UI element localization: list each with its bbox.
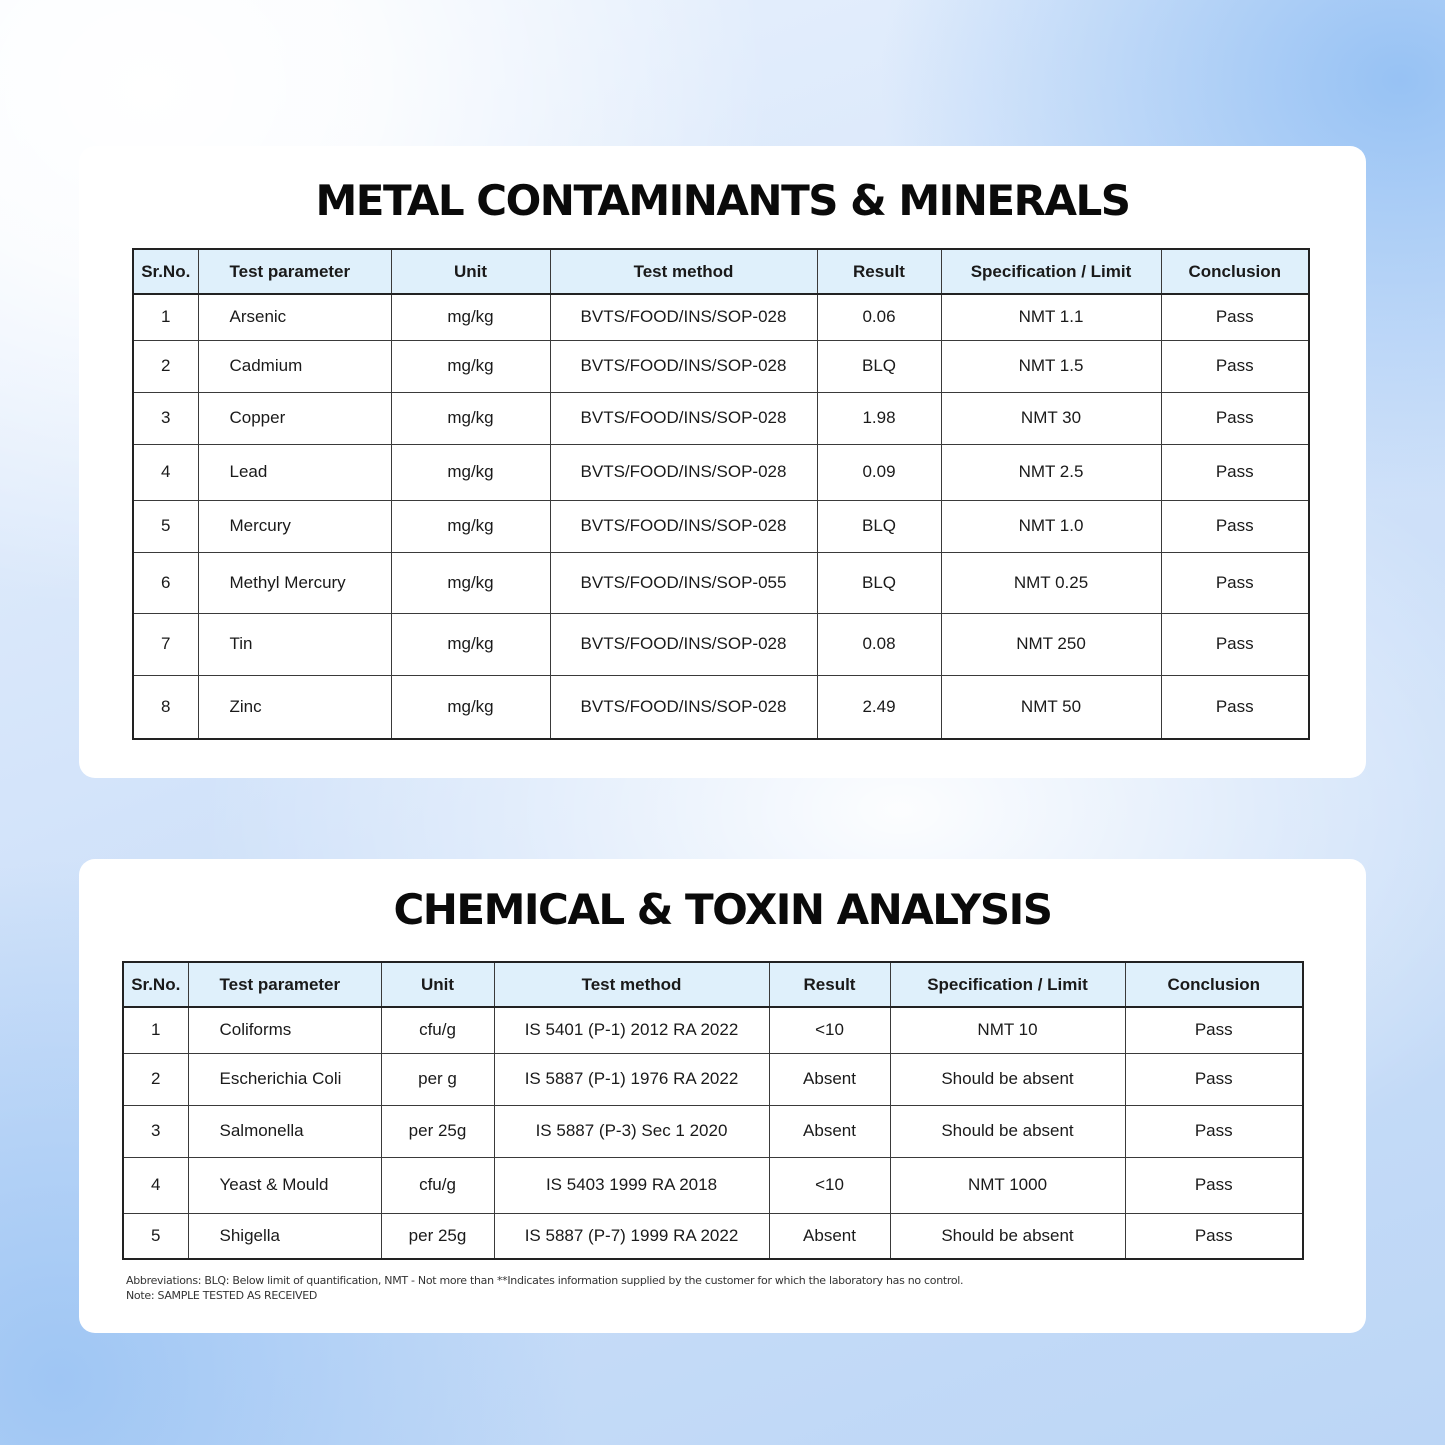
chemical-toxin-card xyxy=(79,859,1366,1333)
cell-unit: mg/kg xyxy=(391,613,550,675)
cell-test-parameter: Tin xyxy=(198,613,391,675)
cell-test-method: BVTS/FOOD/INS/SOP-028 xyxy=(550,294,817,340)
header-test-parameter: Test parameter xyxy=(188,962,381,1007)
cell-test-parameter: Cadmium xyxy=(198,340,391,392)
cell-test-method: IS 5887 (P-7) 1999 RA 2022 xyxy=(494,1213,769,1259)
cell-unit: mg/kg xyxy=(391,294,550,340)
cell-conclusion: Pass xyxy=(1161,552,1309,613)
cell-unit: per 25g xyxy=(381,1105,494,1157)
cell-conclusion: Pass xyxy=(1161,500,1309,552)
cell-result: 1.98 xyxy=(817,392,941,444)
cell-test-parameter: Arsenic xyxy=(198,294,391,340)
cell-specification: Should be absent xyxy=(890,1105,1125,1157)
table-row xyxy=(133,552,1309,613)
cell-test-parameter: Mercury xyxy=(198,500,391,552)
table-row xyxy=(133,500,1309,552)
cell-conclusion: Pass xyxy=(1161,340,1309,392)
cell-sr-no: 1 xyxy=(133,294,198,340)
header-sr-no: Sr.No. xyxy=(133,249,198,294)
cell-specification: NMT 10 xyxy=(890,1007,1125,1053)
metals-header-row xyxy=(133,249,1309,294)
cell-specification: NMT 30 xyxy=(941,392,1161,444)
cell-sr-no: 4 xyxy=(133,444,198,500)
cell-sr-no: 3 xyxy=(133,392,198,444)
cell-test-method: IS 5401 (P-1) 2012 RA 2022 xyxy=(494,1007,769,1053)
cell-test-parameter: Methyl Mercury xyxy=(198,552,391,613)
abbreviations-footnote: Abbreviations: BLQ: Below limit of quantification, NMT - Not more than **Indicates information supplied by the customer for which the laboratory has no control. xyxy=(126,1274,964,1287)
cell-sr-no: 1 xyxy=(123,1007,188,1053)
cell-test-parameter: Coliforms xyxy=(188,1007,381,1053)
cell-conclusion: Pass xyxy=(1161,392,1309,444)
cell-test-method: BVTS/FOOD/INS/SOP-028 xyxy=(550,613,817,675)
header-unit: Unit xyxy=(381,962,494,1007)
cell-specification: Should be absent xyxy=(890,1213,1125,1259)
header-result: Result xyxy=(817,249,941,294)
cell-sr-no: 2 xyxy=(133,340,198,392)
metal-contaminants-card xyxy=(79,146,1366,778)
cell-unit: mg/kg xyxy=(391,500,550,552)
cell-conclusion: Pass xyxy=(1161,444,1309,500)
cell-conclusion: Pass xyxy=(1125,1007,1303,1053)
cell-sr-no: 8 xyxy=(133,675,198,739)
cell-test-method: BVTS/FOOD/INS/SOP-028 xyxy=(550,444,817,500)
cell-unit: per g xyxy=(381,1053,494,1105)
cell-unit: cfu/g xyxy=(381,1157,494,1213)
cell-result: 0.08 xyxy=(817,613,941,675)
header-test-method: Test method xyxy=(550,249,817,294)
header-conclusion: Conclusion xyxy=(1125,962,1303,1007)
cell-unit: mg/kg xyxy=(391,392,550,444)
cell-unit: mg/kg xyxy=(391,675,550,739)
cell-result: Absent xyxy=(769,1105,890,1157)
cell-sr-no: 2 xyxy=(123,1053,188,1105)
cell-result: BLQ xyxy=(817,340,941,392)
cell-sr-no: 5 xyxy=(133,500,198,552)
cell-test-method: BVTS/FOOD/INS/SOP-028 xyxy=(550,500,817,552)
cell-test-parameter: Copper xyxy=(198,392,391,444)
cell-sr-no: 5 xyxy=(123,1213,188,1259)
cell-result: <10 xyxy=(769,1157,890,1213)
cell-conclusion: Pass xyxy=(1161,675,1309,739)
cell-result: BLQ xyxy=(817,552,941,613)
table-row xyxy=(123,1105,1303,1157)
cell-specification: NMT 0.25 xyxy=(941,552,1161,613)
cell-unit: mg/kg xyxy=(391,340,550,392)
chemical-table xyxy=(122,961,1304,1260)
cell-specification: NMT 1000 xyxy=(890,1157,1125,1213)
table-row xyxy=(133,392,1309,444)
cell-unit: mg/kg xyxy=(391,444,550,500)
cell-test-parameter: Yeast & Mould xyxy=(188,1157,381,1213)
cell-specification: NMT 1.0 xyxy=(941,500,1161,552)
cell-test-method: BVTS/FOOD/INS/SOP-028 xyxy=(550,340,817,392)
table-row xyxy=(133,613,1309,675)
table-row xyxy=(123,1157,1303,1213)
cell-test-parameter: Escherichia Coli xyxy=(188,1053,381,1105)
table-row xyxy=(133,340,1309,392)
cell-specification: NMT 250 xyxy=(941,613,1161,675)
table-row xyxy=(123,1007,1303,1053)
cell-test-parameter: Shigella xyxy=(188,1213,381,1259)
cell-sr-no: 7 xyxy=(133,613,198,675)
cell-conclusion: Pass xyxy=(1161,613,1309,675)
cell-result: 0.09 xyxy=(817,444,941,500)
cell-conclusion: Pass xyxy=(1125,1105,1303,1157)
cell-result: Absent xyxy=(769,1213,890,1259)
cell-conclusion: Pass xyxy=(1125,1157,1303,1213)
table-row xyxy=(123,1053,1303,1105)
cell-conclusion: Pass xyxy=(1125,1053,1303,1105)
cell-specification: Should be absent xyxy=(890,1053,1125,1105)
cell-test-method: IS 5887 (P-1) 1976 RA 2022 xyxy=(494,1053,769,1105)
cell-conclusion: Pass xyxy=(1161,294,1309,340)
cell-sr-no: 6 xyxy=(133,552,198,613)
header-test-method: Test method xyxy=(494,962,769,1007)
table-row xyxy=(133,675,1309,739)
chemical-header-row xyxy=(123,962,1303,1007)
cell-sr-no: 4 xyxy=(123,1157,188,1213)
cell-test-method: IS 5403 1999 RA 2018 xyxy=(494,1157,769,1213)
cell-test-parameter: Zinc xyxy=(198,675,391,739)
note-footnote: Note: SAMPLE TESTED AS RECEIVED xyxy=(126,1289,318,1302)
header-sr-no: Sr.No. xyxy=(123,962,188,1007)
cell-specification: NMT 2.5 xyxy=(941,444,1161,500)
cell-unit: cfu/g xyxy=(381,1007,494,1053)
cell-sr-no: 3 xyxy=(123,1105,188,1157)
metals-title: METAL CONTAMINANTS & MINERALS xyxy=(315,176,1130,225)
cell-result: 2.49 xyxy=(817,675,941,739)
table-row xyxy=(133,444,1309,500)
cell-test-method: BVTS/FOOD/INS/SOP-028 xyxy=(550,675,817,739)
cell-conclusion: Pass xyxy=(1125,1213,1303,1259)
header-test-parameter: Test parameter xyxy=(198,249,391,294)
header-result: Result xyxy=(769,962,890,1007)
cell-test-method: BVTS/FOOD/INS/SOP-028 xyxy=(550,392,817,444)
cell-test-method: BVTS/FOOD/INS/SOP-055 xyxy=(550,552,817,613)
cell-test-parameter: Lead xyxy=(198,444,391,500)
cell-test-parameter: Salmonella xyxy=(188,1105,381,1157)
cell-specification: NMT 50 xyxy=(941,675,1161,739)
header-specification: Specification / Limit xyxy=(941,249,1161,294)
cell-specification: NMT 1.5 xyxy=(941,340,1161,392)
header-unit: Unit xyxy=(391,249,550,294)
table-row xyxy=(123,1213,1303,1259)
cell-unit: per 25g xyxy=(381,1213,494,1259)
cell-test-method: IS 5887 (P-3) Sec 1 2020 xyxy=(494,1105,769,1157)
cell-result: 0.06 xyxy=(817,294,941,340)
metals-table xyxy=(132,248,1310,740)
cell-result: BLQ xyxy=(817,500,941,552)
header-specification: Specification / Limit xyxy=(890,962,1125,1007)
cell-unit: mg/kg xyxy=(391,552,550,613)
chemical-title: CHEMICAL & TOXIN ANALYSIS xyxy=(393,885,1052,934)
cell-specification: NMT 1.1 xyxy=(941,294,1161,340)
table-row xyxy=(133,294,1309,340)
header-conclusion: Conclusion xyxy=(1161,249,1309,294)
cell-result: Absent xyxy=(769,1053,890,1105)
cell-result: <10 xyxy=(769,1007,890,1053)
